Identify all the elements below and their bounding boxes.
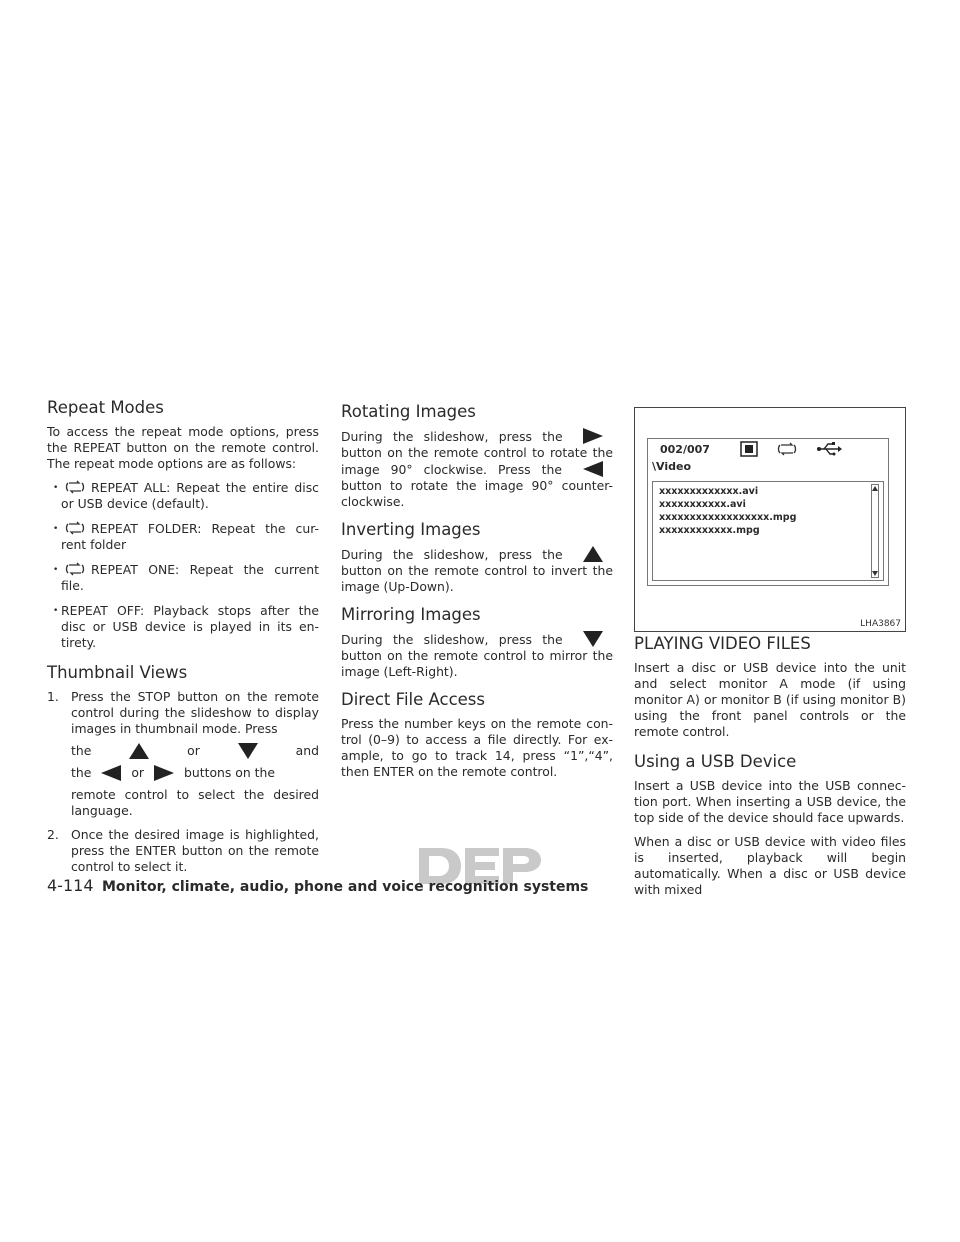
up-arrow-icon [129,743,149,759]
heading-direct-file-access: Direct File Access [341,690,485,709]
screen-icons [740,441,842,457]
usb-text-1: Insert a USB device into the USB connec-tion port. When inserting a USB device, the top side of the device should face upwards. [634,778,906,825]
heading-playing-video-files: PLAYING VIDEO FILES [634,634,811,653]
up-arrow-icon [583,546,603,562]
folder-path: \Video [652,460,691,473]
repeat-item-all: • REPEAT ALL: Repeat the entire disc or USB device (default). [47,480,319,512]
heading-repeat-modes: Repeat Modes [47,398,164,417]
right-arrow-icon [154,765,174,781]
usb-icon [816,441,842,457]
heading-inverting-images: Inverting Images [341,520,481,539]
page-footer [47,876,588,895]
heading-mirroring-images: Mirroring Images [341,605,481,624]
down-arrow-icon [583,631,603,647]
scrollbar[interactable] [871,484,879,578]
heading-thumbnail-views: Thumbnail Views [47,663,188,682]
repeat-list [47,480,319,651]
repeat-icon [776,441,798,457]
heading-rotating-images: Rotating Images [341,402,476,421]
file-item[interactable]: xxxxxxxxxxx.avi [659,499,746,510]
stop-icon [740,441,758,457]
repeat-item-off: • REPEAT OFF: Playback stops after the disc or USB device is played in its en-tirety. [47,603,319,651]
page-number: 4-114 [47,876,94,895]
inverting-text: During the slideshow, press the button on the remote control to invert the image (Up-Down). [341,547,613,594]
column-right [634,636,906,906]
arrow-line-leftright: the or buttons on the [71,765,276,780]
thumbnail-step-1: 1. Press the STOP button on the remote control during the slideshow to display images in thumbnail mode. Press the or and the or buttons on the remote control to select the desired language. [47,689,319,818]
column-middle [341,404,613,788]
scroll-arrows [872,485,878,577]
mirroring-text: During the slideshow, press the button on the remote control to mirror the image (Left-Right). [341,632,613,679]
file-list-box [652,481,884,581]
down-arrow-icon [238,743,258,759]
file-item[interactable]: xxxxxxxxxxxxx.avi [659,486,759,497]
direct-text: Press the number keys on the remote con-trol (0–9) to access a file directly. For ex-ample, to go to track 14, press “1”,“4”, then ENTER on the remote control. [341,716,613,779]
file-list [659,485,796,537]
rotating-text: During the slideshow, press the button on the remote control to rotate the image 90° clockwise. Press the button to rotate the image 90° counter-clockwise. [341,429,613,509]
repeat-one-icon [65,562,85,576]
repeat-folder-icon [65,521,85,535]
usb-video-screen-figure [634,407,906,632]
thumbnail-steps [47,689,319,875]
repeat-icon [65,480,85,494]
heading-using-usb-device: Using a USB Device [634,752,797,771]
arrow-line-updown: the or and [71,743,319,758]
playing-text: Insert a disc or USB device into the unit and select monitor A mode (if using monitor A) or monitor B (if using monitor B) using the front panel controls or the remote control. [634,660,906,739]
repeat-item-folder: • REPEAT FOLDER: Repeat the cur-rent folder [47,521,319,553]
column-left [47,400,319,883]
track-counter: 002/007 [660,443,710,456]
repeat-intro: To access the repeat mode options, press the REPEAT button on the remote control. The repeat mode options are as follows: [47,424,319,471]
right-arrow-icon [583,428,603,444]
file-item[interactable]: xxxxxxxxxxxx.mpg [659,525,760,536]
thumbnail-step-2: 2. Once the desired image is highlighted, press the ENTER button on the remote control to select it. [47,827,319,874]
repeat-item-one: • REPEAT ONE: Repeat the current file. [47,562,319,594]
usb-text-2: When a disc or USB device with video files is inserted, playback will begin automatically. When a disc or USB device with mixed [634,834,906,897]
screen-panel [647,438,889,586]
figure-code: LHA3867 [860,619,901,629]
file-item[interactable]: xxxxxxxxxxxxxxxxxx.mpg [659,512,797,523]
chapter-title: Monitor, climate, audio, phone and voice recognition systems [101,879,589,895]
left-arrow-icon [583,461,603,477]
left-arrow-icon [101,765,121,781]
